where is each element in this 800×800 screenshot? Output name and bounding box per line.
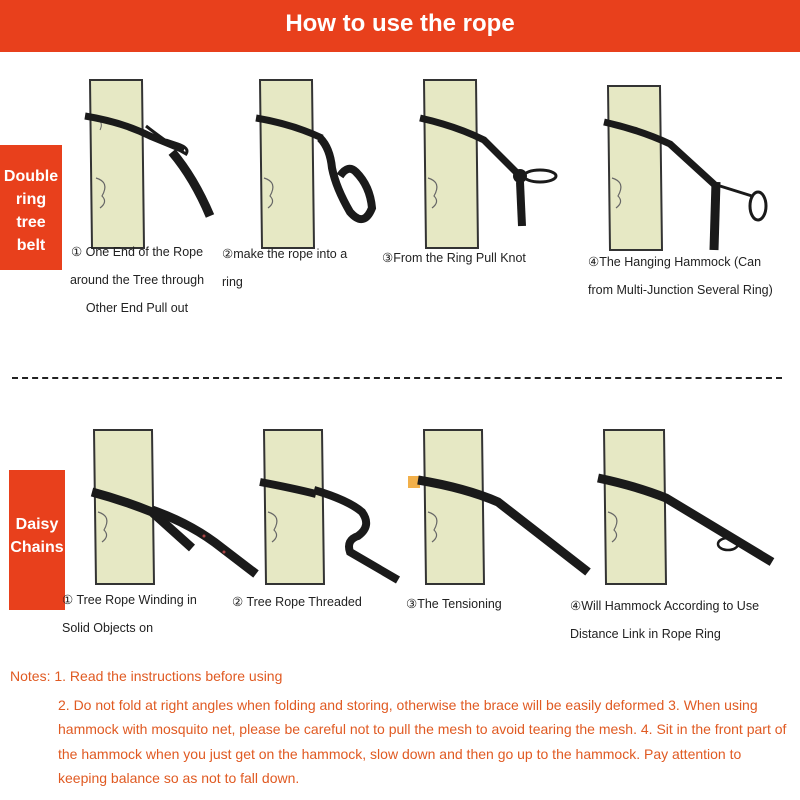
step-caption-daisy-3: ③The Tensioning [406,597,502,611]
section-divider [12,377,782,379]
header-banner [0,0,800,52]
step-caption-double-ring-2: ②make the rope into a ring [222,247,348,289]
step-caption-daisy-4: ④Will Hammock According to Use Distance Link in Rope Ring [570,599,760,641]
step-caption-daisy-2: ② Tree Rope Threaded [232,595,362,609]
illustration-daisy-step-2 [252,428,412,588]
illustration-step-4-carabiner [600,78,780,258]
illustration-step-3-knot [416,78,566,258]
illustration-daisy-step-4 [596,428,780,588]
illustration-daisy-step-1 [82,428,262,588]
step-caption-double-ring-4: ④The Hanging Hammock (Can from Multi-Junction Several Ring) [588,255,773,297]
illustration-daisy-step-3 [406,428,596,588]
section-label-double-ring: Double ring tree belt [0,145,62,270]
step-caption-double-ring-3: ③From the Ring Pull Knot [382,251,526,265]
step-caption-daisy-1: ① Tree Rope Winding in Solid Objects on [62,593,197,635]
illustration-step-2-ring [252,78,402,258]
step-caption-double-ring-1: ① One End of the Rope around the Tree through Other End Pull out [69,245,205,315]
section-label-daisy-chains: Daisy Chains [9,470,65,610]
illustration-step-1-wrap [82,78,232,258]
notes-first-line: Notes: 1. Read the instructions before using [10,668,283,684]
page-title: How to use the rope [285,10,515,37]
notes-section [10,664,790,791]
notes-body: 2. Do not fold at right angles when folding and storing, otherwise the brace will be easily deformed 3. When using hammock with mosquito net, please be careful not to pull the mesh to avoid tearing the mesh. 4. Sit in the front part of the hammock when you just get on the hammock, slow down and then go up to the hammock. Pay attention to keeping balance so as not to fall down. [58,696,787,786]
